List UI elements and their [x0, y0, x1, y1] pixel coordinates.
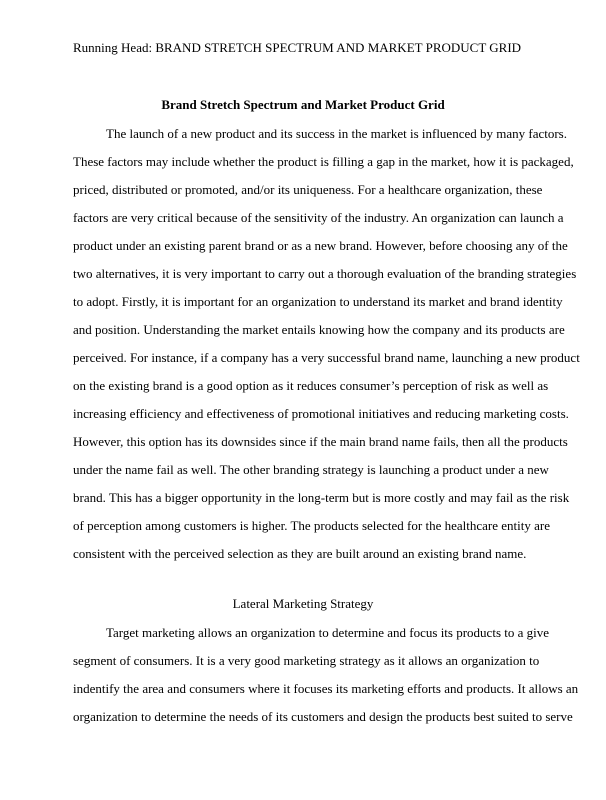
- text-line: product under an existing parent brand or as a new brand. However, before choosing any of the: [73, 238, 568, 253]
- text-line: and position. Understanding the market entails knowing how the company and its products are: [73, 322, 565, 337]
- document-title: Brand Stretch Spectrum and Market Product Grid: [161, 97, 445, 112]
- text-line: The launch of a new product and its success in the market is influenced by many factors.: [106, 126, 567, 141]
- text-line: on the existing brand is a good option as it reduces consumer’s perception of risk as well as: [73, 378, 549, 393]
- text-line: However, this option has its downsides since if the main brand name fails, then all the products: [73, 434, 568, 449]
- running-head: Running Head: BRAND STRETCH SPECTRUM AND MARKET PRODUCT GRID: [73, 40, 522, 55]
- text-line: increasing efficiency and effectiveness of promotional initiatives and reducing marketing costs.: [73, 406, 569, 421]
- text-line: organization to determine the needs of its customers and design the products best suited to serve: [73, 709, 573, 724]
- text-line: Target marketing allows an organization to determine and focus its products to a give: [106, 625, 550, 640]
- text-line: brand. This has a bigger opportunity in the long-term but is more costly and may fail as the risk: [73, 490, 570, 505]
- text-line: to adopt. Firstly, it is important for an organization to understand its market and brand identity: [73, 294, 563, 309]
- paragraph-lateral-marketing: [73, 625, 579, 737]
- text-line: of perception among customers is higher. The products selected for the healthcare entity are: [73, 518, 550, 533]
- text-line: indentify the area and consumers where it focuses its marketing efforts and products. It allows an: [73, 681, 579, 696]
- text-line: priced, distributed or promoted, and/or its uniqueness. For a healthcare organization, these: [73, 182, 543, 197]
- text-line: These factors may include whether the product is filling a gap in the market, how it is packaged,: [73, 154, 574, 169]
- text-line: under the name fail as well. The other branding strategy is launching a product under a new: [73, 462, 549, 477]
- text-line: segment of consumers. It is a very good marketing strategy as it allows an organization to: [73, 653, 540, 668]
- text-line: two alternatives, it is very important to carry out a thorough evaluation of the branding strategies: [73, 266, 577, 281]
- text-line: factors are very critical because of the sensitivity of the industry. An organization can launch a: [73, 210, 564, 225]
- section-heading: Lateral Marketing Strategy: [232, 596, 374, 611]
- text-line: perceived. For instance, if a company has a very successful brand name, launching a new product: [73, 350, 580, 365]
- paragraph-intro: [73, 126, 580, 574]
- text-line: consistent with the perceived selection as they are built around an existing brand name.: [73, 546, 527, 561]
